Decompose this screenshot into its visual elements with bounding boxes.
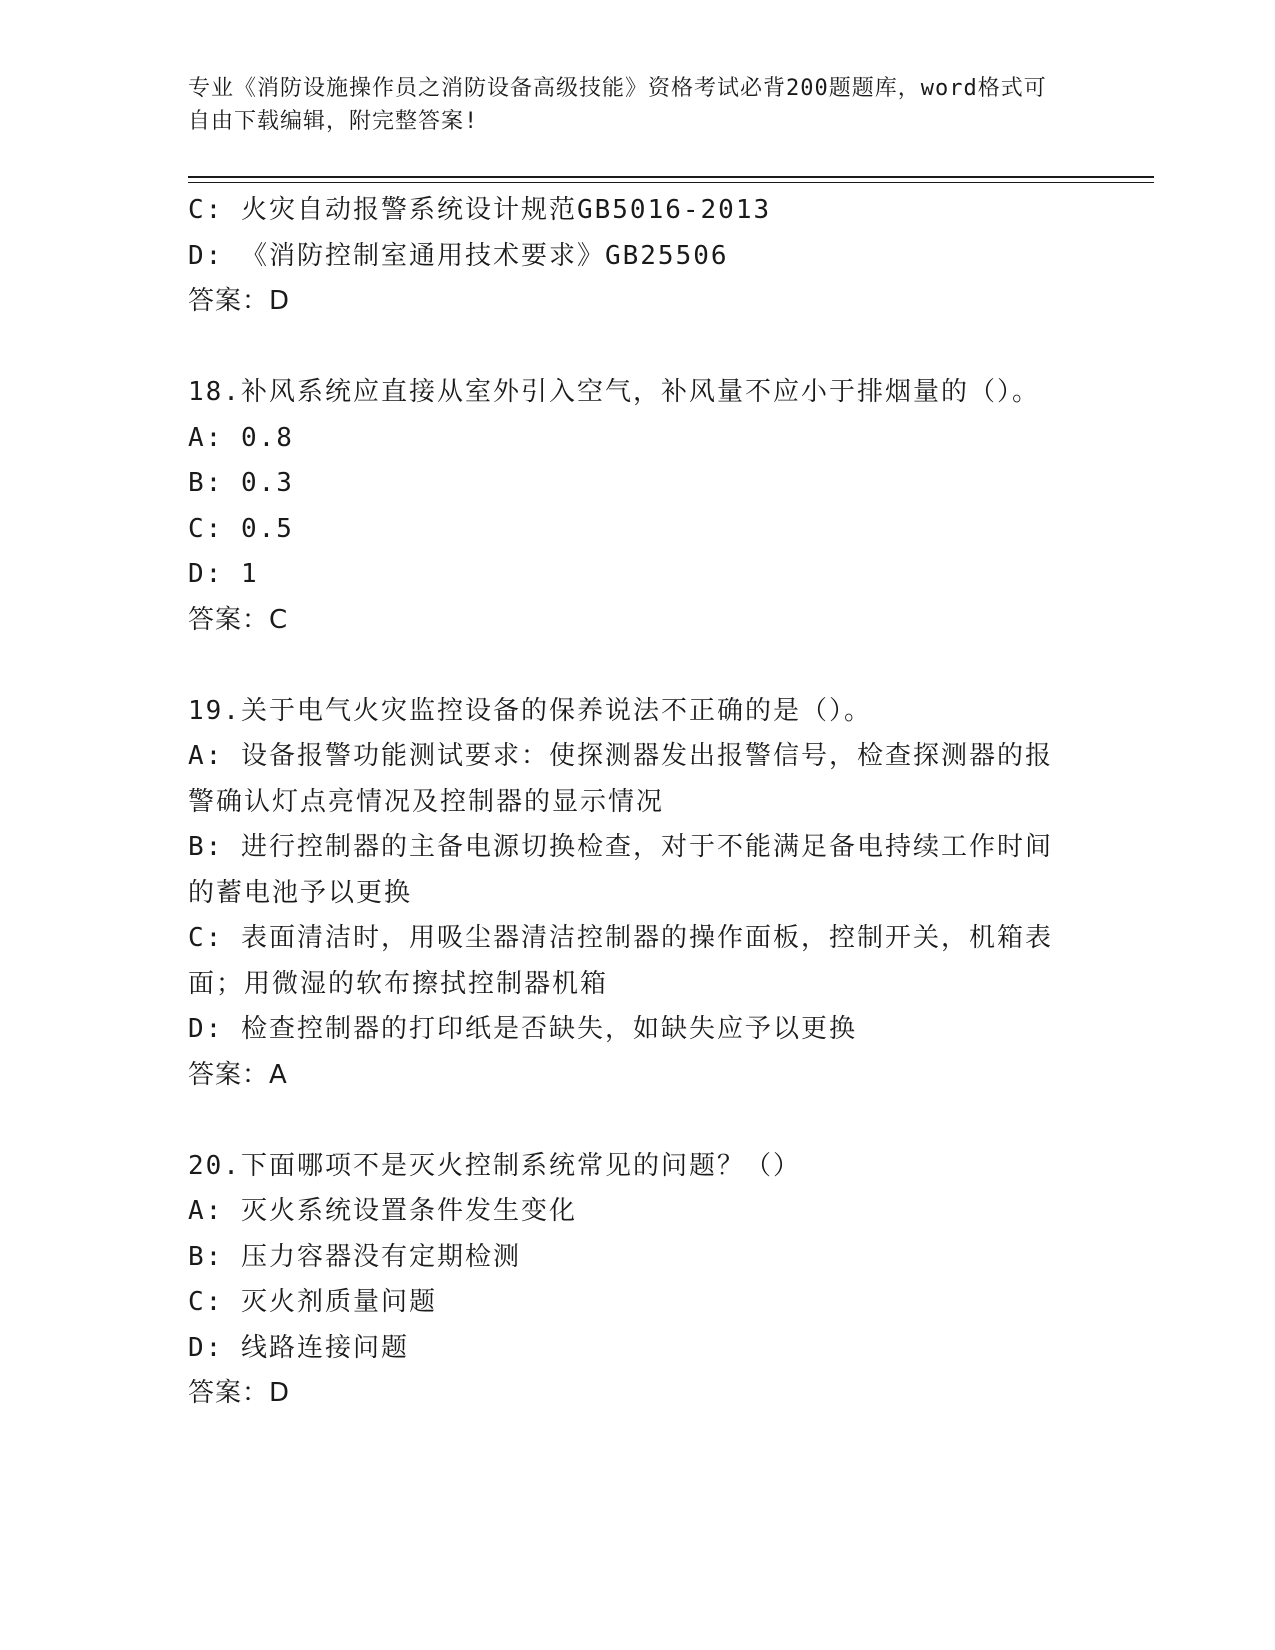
question-stem: 19.关于电气火灾监控设备的保养说法不正确的是（）。 <box>188 695 872 726</box>
option-b: B: 进行控制器的主备电源切换检查，对于不能满足备电持续工作时间的蓄电池予以更换 <box>188 832 1053 908</box>
option-b: B: 压力容器没有定期检测 <box>188 1241 521 1272</box>
question-20 <box>188 1144 1078 1417</box>
document-header <box>188 72 1068 138</box>
option-a: A: 设备报警功能测试要求：使探测器发出报警信号，检查探测器的报警确认灯点亮情况及控制器的显示情况 <box>188 741 1053 817</box>
option-c: C: 火灾自动报警系统设计规范GB5016-2013 <box>188 195 772 225</box>
answer-line: 答案：C <box>188 604 289 635</box>
answer-line: 答案：D <box>188 286 291 316</box>
question-stem: 18.补风系统应直接从室外引入空气，补风量不应小于排烟量的（）。 <box>188 377 1040 407</box>
option-d: D: 《消防控制室通用技术要求》GB25506 <box>188 240 729 271</box>
question-17-tail <box>188 188 1078 325</box>
answer-line: 答案：A <box>188 1059 288 1090</box>
question-stem: 20.下面哪项不是灭火控制系统常见的问题？（） <box>188 1150 801 1181</box>
option-c: C: 0.5 <box>188 513 294 544</box>
spacer <box>188 643 1078 689</box>
spacer <box>188 325 1078 371</box>
option-a: A: 灭火系统设置条件发生变化 <box>188 1196 577 1226</box>
option-c: C: 灭火剂质量问题 <box>188 1287 437 1317</box>
option-d: D: 线路连接问题 <box>188 1332 409 1363</box>
option-c: C: 表面清洁时，用吸尘器清洁控制器的操作面板，控制开关，机箱表面；用微湿的软布擦拭控制器机箱 <box>188 923 1053 999</box>
option-b: B: 0.3 <box>188 468 294 498</box>
spacer <box>188 1098 1078 1144</box>
option-a: A: 0.8 <box>188 422 294 453</box>
question-19 <box>188 689 1078 1099</box>
answer-line: 答案：D <box>188 1378 291 1408</box>
header-divider-thick <box>188 176 1154 178</box>
option-d: D: 1 <box>188 559 259 589</box>
option-d: D: 检查控制器的打印纸是否缺失，如缺失应予以更换 <box>188 1014 857 1044</box>
document-body <box>188 188 1078 1417</box>
header-divider-thin <box>188 182 1154 183</box>
header-text: 专业《消防设施操作员之消防设备高级技能》资格考试必背200题题库，word格式可自由下载编辑，附完整答案! <box>188 76 1047 134</box>
question-18 <box>188 370 1078 643</box>
